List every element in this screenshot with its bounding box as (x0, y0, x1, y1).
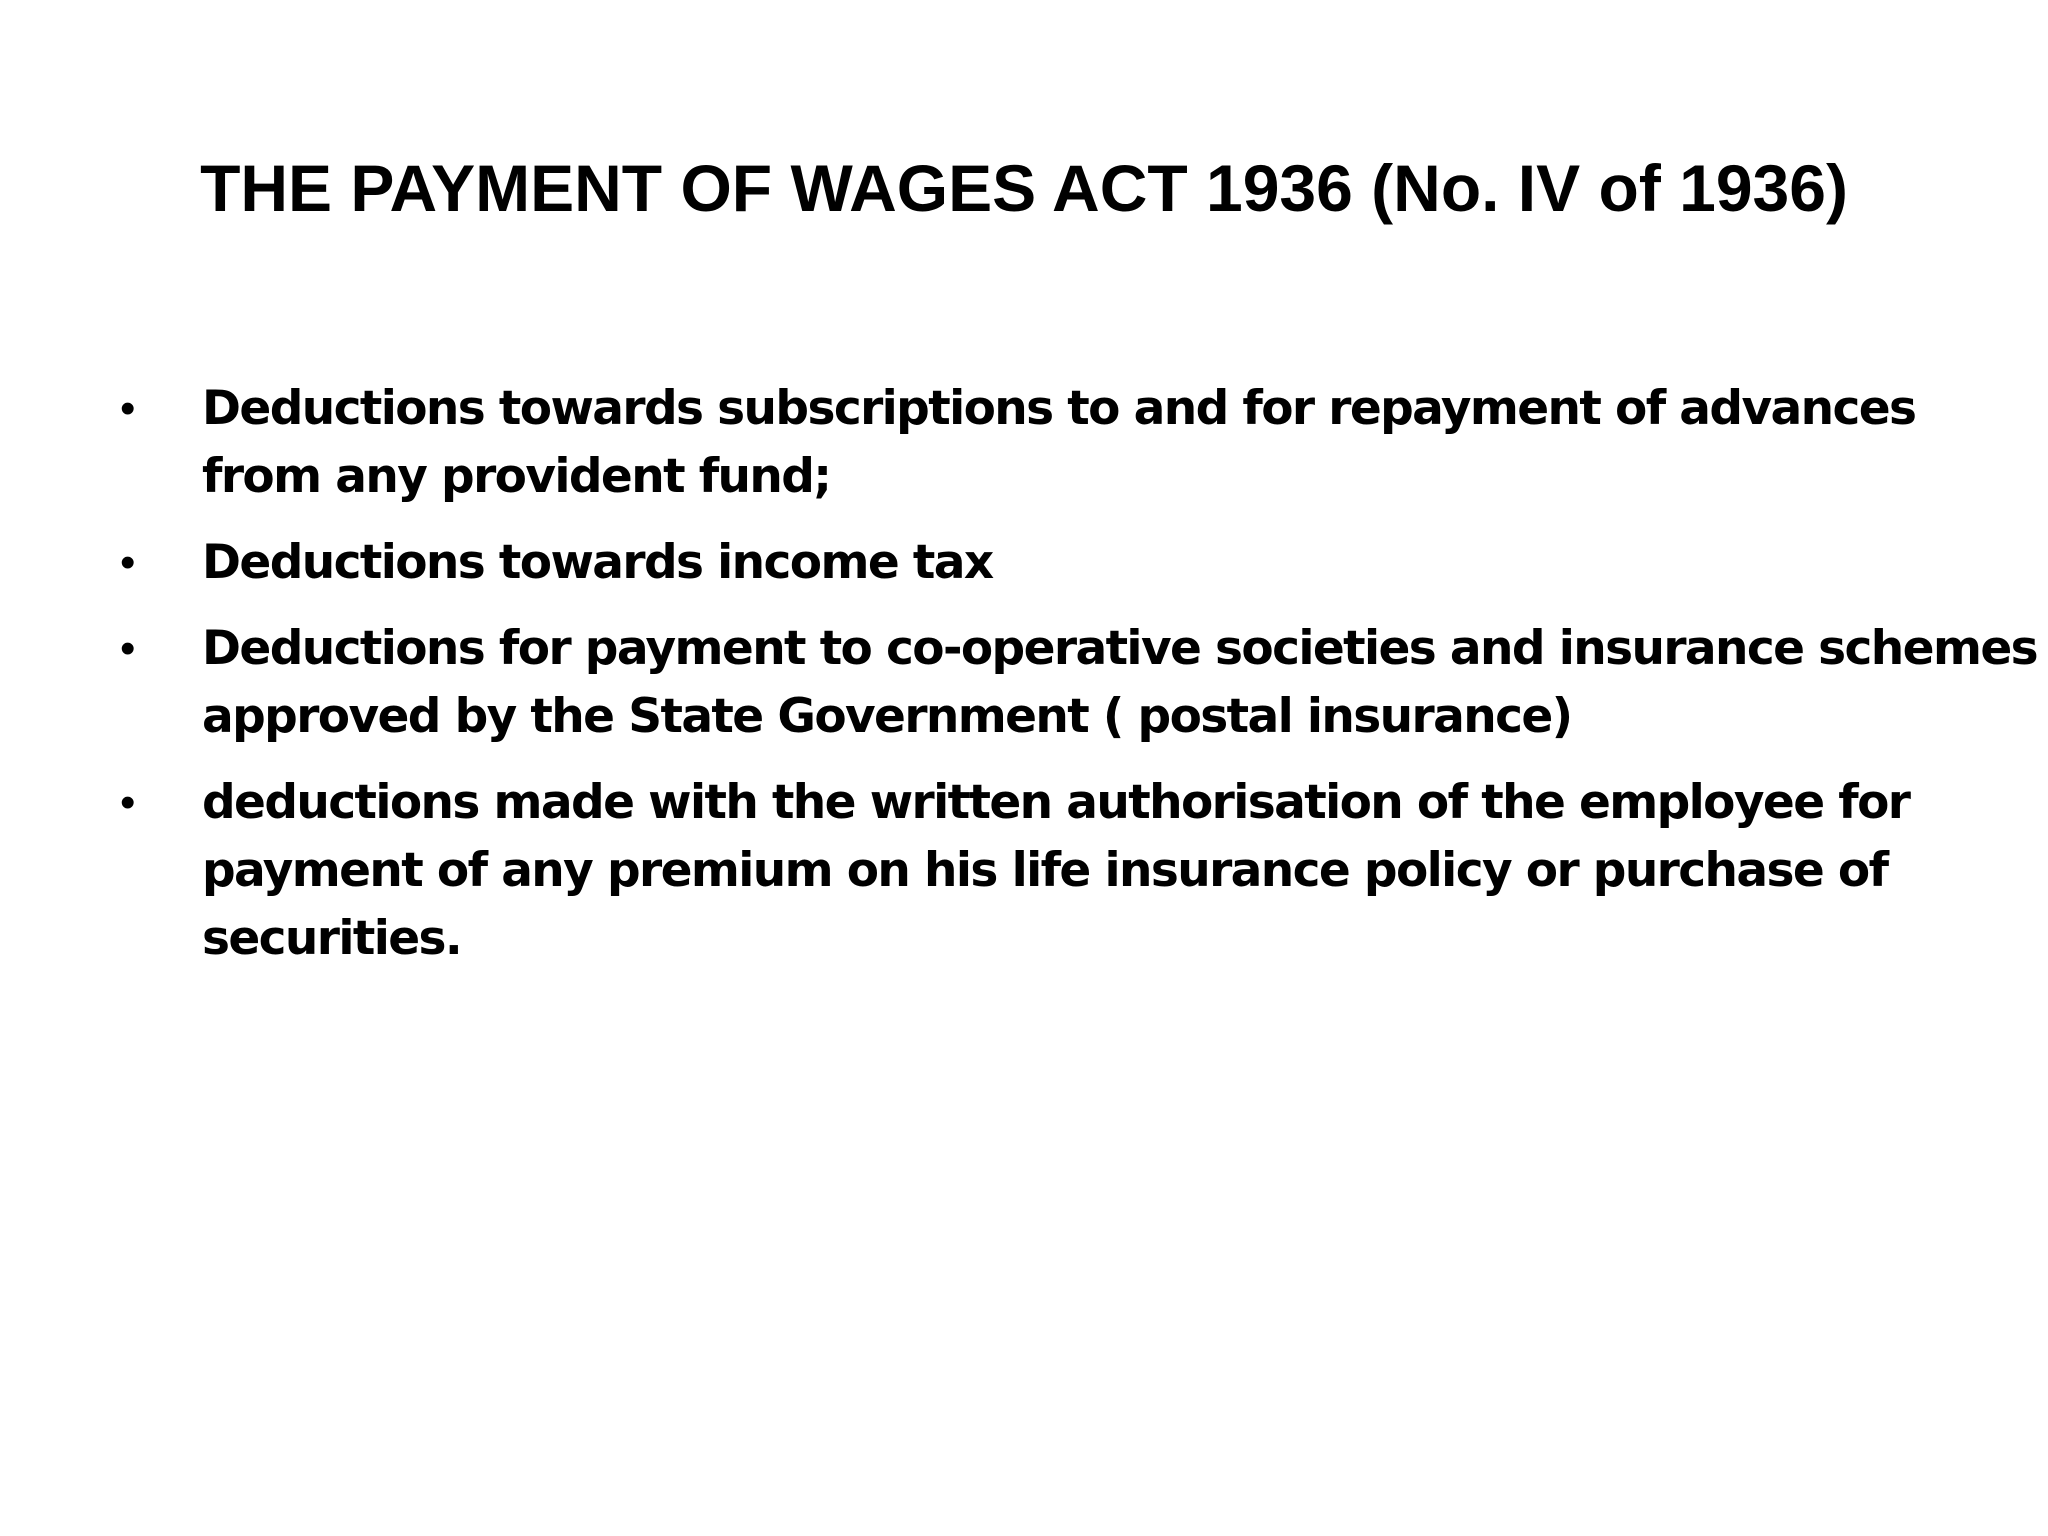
bullet-text-line: from any provident fund; (202, 449, 831, 504)
bullet-icon: • (120, 624, 134, 673)
slide-title: THE PAYMENT OF WAGES ACT 1936 (No. IV of 1936) (200, 151, 1848, 225)
bullet-text-line: deductions made with the written authorisation of the employee for (202, 775, 1910, 830)
bullet-item-income-tax (0, 529, 2048, 597)
bullet-text-line: securities. (202, 911, 462, 966)
bullet-list (0, 375, 2048, 991)
bullet-item-cooperative-insurance (0, 615, 2048, 751)
bullet-text-line: Deductions towards income tax (202, 535, 993, 590)
bullet-text-line: Deductions towards subscriptions to and for repayment of advances (202, 381, 1916, 436)
bullet-icon: • (120, 778, 134, 827)
bullet-text-line: approved by the State Government ( postal insurance) (202, 689, 1572, 744)
bullet-text-line: payment of any premium on his life insurance policy or purchase of (202, 843, 1888, 898)
bullet-text-line: Deductions for payment to co-operative societies and insurance schemes (202, 621, 2037, 676)
bullet-item-provident-fund (0, 375, 2048, 511)
bullet-icon: • (120, 538, 134, 587)
bullet-item-written-authorisation (0, 769, 2048, 973)
bullet-icon: • (120, 384, 134, 433)
